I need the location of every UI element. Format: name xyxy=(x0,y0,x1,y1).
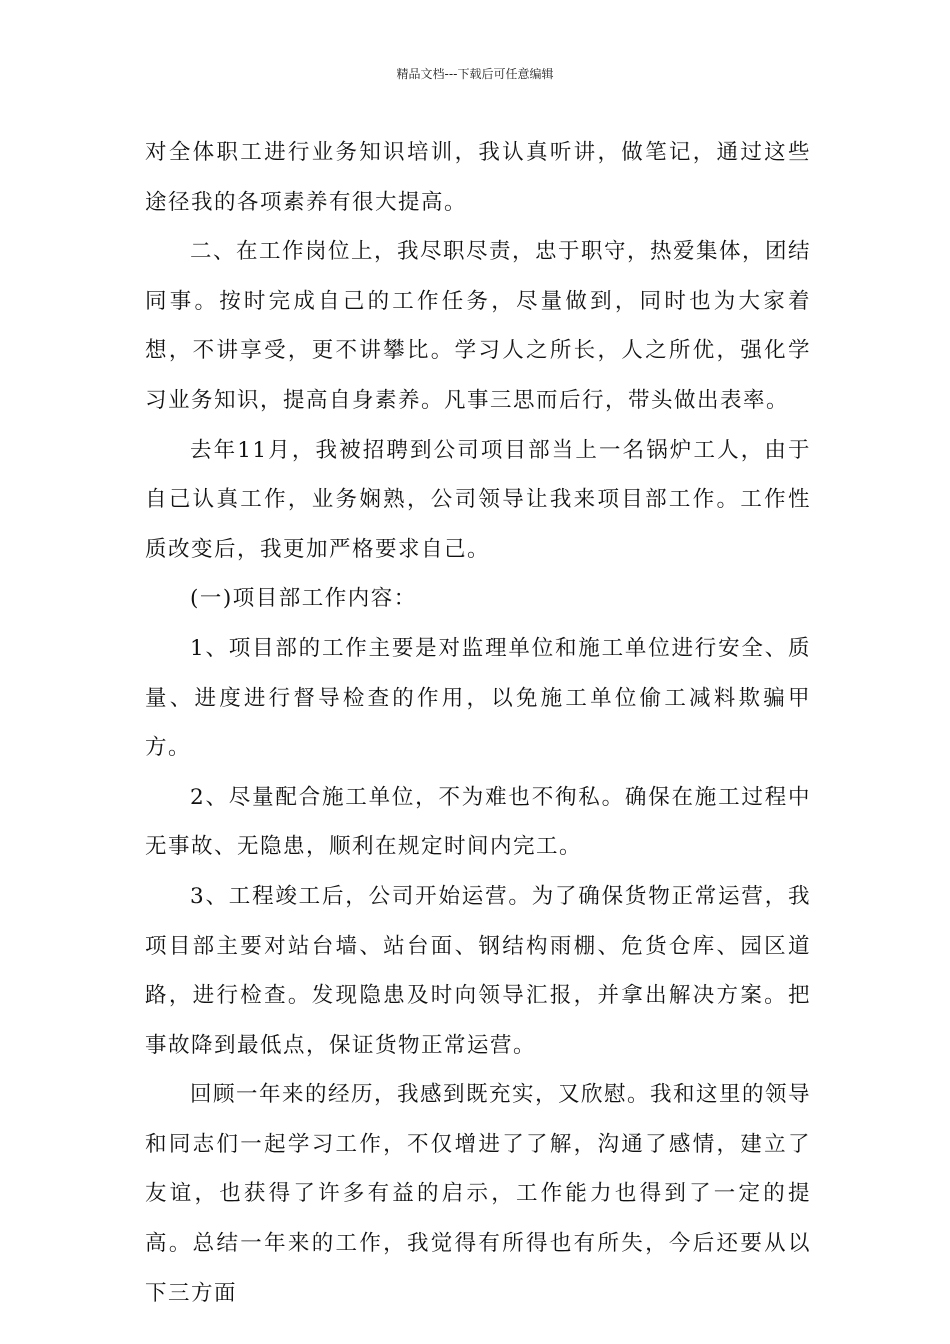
paragraph-section-heading: (一)项目部工作内容： xyxy=(190,586,417,612)
paragraph-work-post: 二、在工作岗位上，我尽职尽责，忠于职守，热爱集体，团结同事。按时完成自己的工作任务，尽量做到，同时也为大家着想，不讲享受，更不讲攀比。学习人之所长，人之所优，强化学习业务知识，提高自身素养。凡事三思而后行，带头做出表率。 xyxy=(145,239,812,413)
paragraph-item-3: 3、工程竣工后，公司开始运营。为了确保货物正常运营，我项目部主要对站台墙、站台面、钢结构雨棚、危货仓库、园区道路，进行检查。发现隐患及时向领导汇报，并拿出解决方案。把事故降到最低点，保证货物正常运营。 xyxy=(145,883,811,1058)
document-body xyxy=(145,128,811,1318)
page-header: 精品文档---下载后可任意编辑 xyxy=(396,67,554,81)
paragraph-item-1: 1、项目部的工作主要是对监理单位和施工单位进行安全、质量、进度进行督导检查的作用，以免施工单位偷工减料欺骗甲方。 xyxy=(145,635,811,761)
paragraph-review: 回顾一年来的经历，我感到既充实，又欣慰。我和这里的领导和同志们一起学习工作，不仅增进了了解，沟通了感情，建立了友谊，也获得了许多有益的启示，工作能力也得到了一定的提高。总结一年来的工作，我觉得有所得也有所失，今后还要从以下三方面 xyxy=(145,1082,812,1306)
paragraph-last-november: 去年11月，我被招聘到公司项目部当上一名锅炉工人，由于自己认真工作，业务娴熟，公司领导让我来项目部工作。工作性质改变后，我更加严格要求自己。 xyxy=(145,437,811,562)
paragraph-item-2: 2、尽量配合施工单位，不为难也不徇私。确保在施工过程中无事故、无隐患，顺利在规定时间内完工。 xyxy=(145,784,811,860)
paragraph-continuation: 对全体职工进行业务知识培训，我认真听讲，做笔记，通过这些途径我的各项素养有很大提高。 xyxy=(145,140,811,215)
